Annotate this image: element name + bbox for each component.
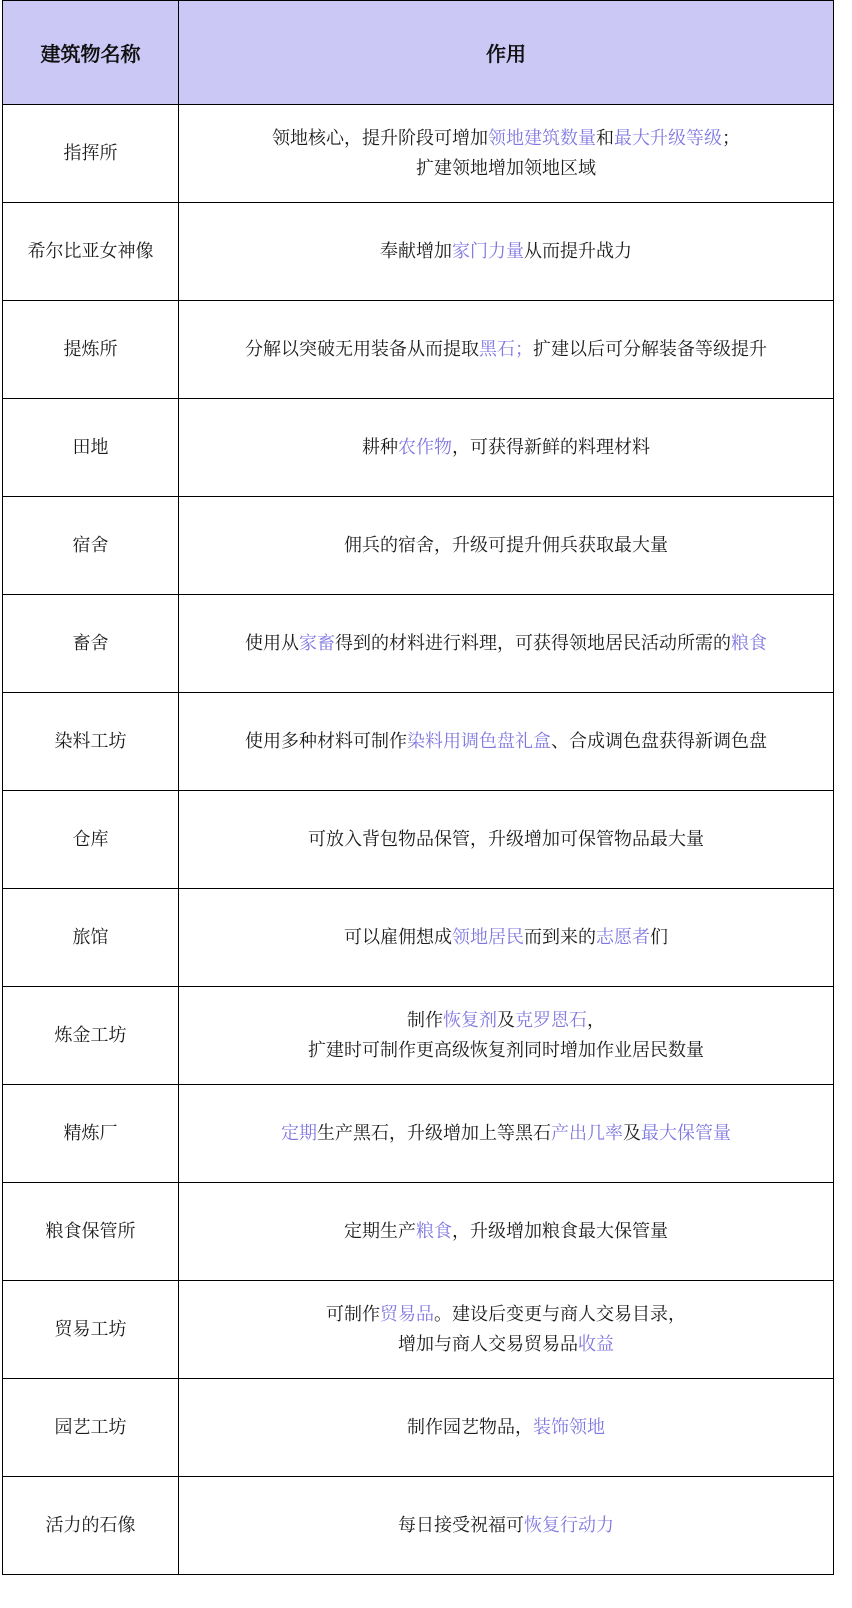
highlighted-term: 黑石； (479, 338, 533, 360)
highlighted-term: 领地建筑数量 (488, 127, 596, 149)
table-row (3, 1477, 834, 1575)
highlighted-term: 克罗恩石 (515, 1009, 587, 1031)
table-row (3, 595, 834, 693)
building-function-cell (179, 301, 834, 399)
function-line (179, 1036, 833, 1066)
description-text: 从而提升战力 (524, 240, 632, 262)
description-text: ，升级增加粮食最大保管量 (452, 1220, 668, 1242)
header-row (3, 1, 834, 105)
building-function-cell (179, 595, 834, 693)
building-name-cell: 指挥所 (3, 105, 179, 203)
table-row (3, 105, 834, 203)
function-line (179, 727, 833, 757)
highlighted-term: 农作物 (398, 436, 452, 458)
building-function-cell (179, 889, 834, 987)
description-text: 分解以突破无用装备从而提取 (245, 338, 479, 360)
building-function-cell (179, 1281, 834, 1379)
description-text: 可放入背包物品保管，升级增加可保管物品最大量 (308, 828, 704, 850)
highlighted-term: 染料用调色盘礼盒 (407, 730, 551, 752)
table-row (3, 1085, 834, 1183)
building-function-cell (179, 987, 834, 1085)
building-function-cell (179, 1085, 834, 1183)
description-text: 们 (650, 926, 668, 948)
function-line (179, 923, 833, 953)
table-row (3, 301, 834, 399)
header-function: 作用 (179, 1, 834, 105)
function-line (179, 1119, 833, 1149)
description-text: 。建设后变更与商人交易目录， (434, 1303, 686, 1325)
building-name-cell: 染料工坊 (3, 693, 179, 791)
building-name-cell: 提炼所 (3, 301, 179, 399)
highlighted-term: 恢复行动力 (524, 1514, 614, 1536)
function-line (179, 1006, 833, 1036)
description-text: ； (722, 127, 740, 149)
function-line (179, 1511, 833, 1541)
description-text: 增加与商人交易贸易品 (398, 1333, 578, 1355)
highlighted-term: 领地居民 (452, 926, 524, 948)
building-function-cell (179, 1183, 834, 1281)
building-name-cell: 活力的石像 (3, 1477, 179, 1575)
description-text: ， (587, 1009, 605, 1031)
building-name-cell: 宿舍 (3, 497, 179, 595)
highlighted-term: 定期 (281, 1122, 317, 1144)
table-row (3, 791, 834, 889)
description-text: 每日接受祝福可 (398, 1514, 524, 1536)
description-text: 制作园艺物品， (407, 1416, 533, 1438)
building-function-cell (179, 105, 834, 203)
building-function-cell (179, 399, 834, 497)
building-name-cell: 希尔比亚女神像 (3, 203, 179, 301)
building-name-cell: 园艺工坊 (3, 1379, 179, 1477)
building-name-cell: 仓库 (3, 791, 179, 889)
table-row (3, 399, 834, 497)
description-text: 领地核心，提升阶段可增加 (272, 127, 488, 149)
highlighted-term: 收益 (578, 1333, 614, 1355)
function-line (179, 154, 833, 184)
description-text: 、合成调色盘获得新调色盘 (551, 730, 767, 752)
building-function-cell (179, 203, 834, 301)
building-name-cell: 炼金工坊 (3, 987, 179, 1085)
function-line (179, 629, 833, 659)
building-function-cell (179, 497, 834, 595)
highlighted-term: 贸易品 (380, 1303, 434, 1325)
building-name-cell: 田地 (3, 399, 179, 497)
table-row (3, 1183, 834, 1281)
description-text: 生产黑石，升级增加上等黑石 (317, 1122, 551, 1144)
table-row (3, 1281, 834, 1379)
buildings-table (2, 0, 834, 1575)
building-name-cell: 贸易工坊 (3, 1281, 179, 1379)
building-function-cell (179, 791, 834, 889)
description-text: 扩建时可制作更高级恢复剂同时增加作业居民数量 (308, 1039, 704, 1061)
building-function-cell (179, 693, 834, 791)
highlighted-term: 恢复剂 (443, 1009, 497, 1031)
building-function-cell (179, 1379, 834, 1477)
highlighted-term: 最大保管量 (641, 1122, 731, 1144)
highlighted-term: 粮食 (731, 632, 767, 654)
highlighted-term: 粮食 (416, 1220, 452, 1242)
function-line (179, 825, 833, 855)
building-name-cell: 旅馆 (3, 889, 179, 987)
table-row (3, 1379, 834, 1477)
description-text: 定期生产 (344, 1220, 416, 1242)
description-text: 奉献增加 (380, 240, 452, 262)
description-text: 耕种 (362, 436, 398, 458)
building-name-cell: 粮食保管所 (3, 1183, 179, 1281)
table-row (3, 203, 834, 301)
highlighted-term: 志愿者 (596, 926, 650, 948)
description-text: ，可获得新鲜的料理材料 (452, 436, 650, 458)
description-text: 可以雇佣想成 (344, 926, 452, 948)
building-name-cell: 精炼厂 (3, 1085, 179, 1183)
building-function-cell (179, 1477, 834, 1575)
building-name-cell: 畜舍 (3, 595, 179, 693)
highlighted-term: 产出几率 (551, 1122, 623, 1144)
description-text: 和 (596, 127, 614, 149)
description-text: 制作 (407, 1009, 443, 1031)
description-text: 扩建领地增加领地区域 (416, 157, 596, 179)
function-line (179, 1330, 833, 1360)
description-text: 可制作 (326, 1303, 380, 1325)
table-row (3, 889, 834, 987)
description-text: 使用从 (245, 632, 299, 654)
highlighted-term: 最大升级等级 (614, 127, 722, 149)
table-row (3, 987, 834, 1085)
description-text: 及 (497, 1009, 515, 1031)
description-text: 及 (623, 1122, 641, 1144)
header-building-name: 建筑物名称 (3, 1, 179, 105)
function-line (179, 124, 833, 154)
function-line (179, 1413, 833, 1443)
function-line (179, 1300, 833, 1330)
table-row (3, 497, 834, 595)
description-text: 而到来的 (524, 926, 596, 948)
highlighted-term: 装饰领地 (533, 1416, 605, 1438)
description-text: 扩建以后可分解装备等级提升 (533, 338, 767, 360)
description-text: 佣兵的宿舍，升级可提升佣兵获取最大量 (344, 534, 668, 556)
function-line (179, 1217, 833, 1247)
function-line (179, 531, 833, 561)
function-line (179, 335, 833, 365)
highlighted-term: 家畜 (299, 632, 335, 654)
description-text: 得到的材料进行料理，可获得领地居民活动所需的 (335, 632, 731, 654)
table-row (3, 693, 834, 791)
function-line (179, 433, 833, 463)
highlighted-term: 家门力量 (452, 240, 524, 262)
function-line (179, 237, 833, 267)
description-text: 使用多种材料可制作 (245, 730, 407, 752)
